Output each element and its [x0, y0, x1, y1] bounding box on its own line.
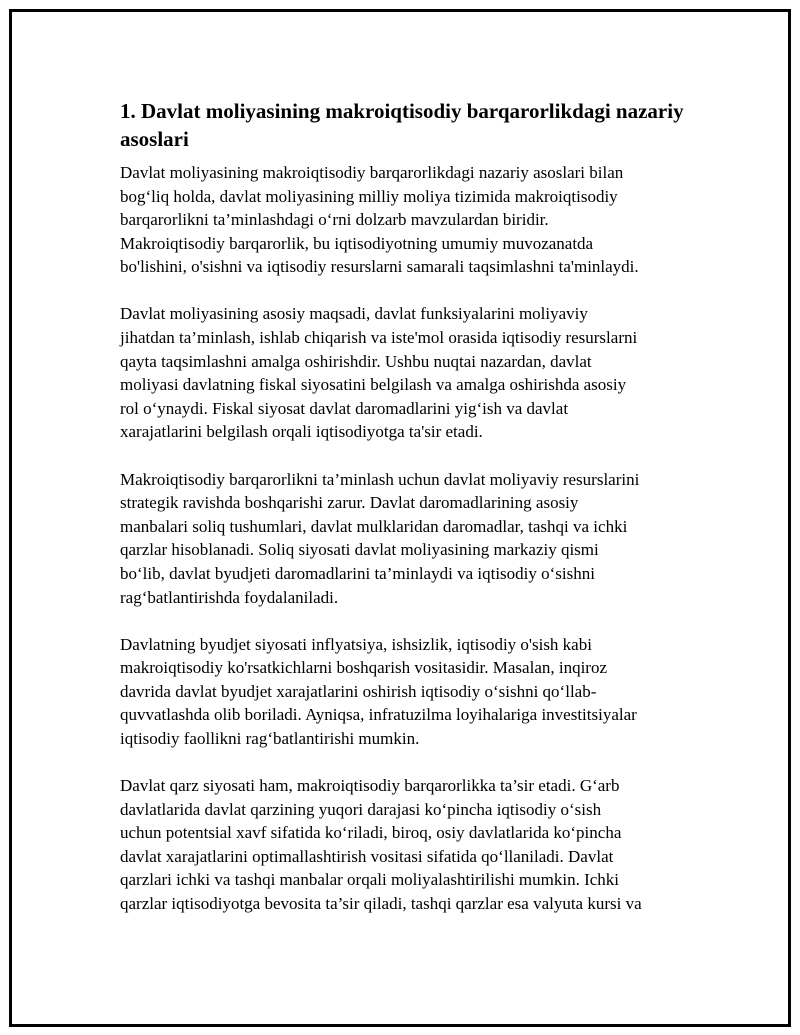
paragraph-line: Makroiqtisodiy barqarorlikni ta’minlash uchun davlat moliyaviy resurslarini — [120, 469, 640, 489]
paragraph-line: moliyasi davlatning fiskal siyosatini belgilash va amalga oshirishda asosiy — [120, 375, 627, 395]
paragraph-line: qarzlar iqtisodiyotga bevosita ta’sir qiladi, tashqi qarzlar esa valyuta kursi va — [120, 894, 642, 914]
paragraph-line: bo‘lib, davlat byudjeti daromadlarini ta’minlaydi va iqtisodiy o‘sishni — [120, 563, 595, 583]
paragraph-line: bo'lishini, o'sishni va iqtisodiy resurslarni samarali taqsimlashni ta'minlaydi. — [120, 257, 639, 277]
paragraph-line: xarajatlarini belgilash orqali iqtisodiyotga ta'sir etadi. — [120, 422, 483, 442]
document-body — [120, 97, 700, 939]
paragraph-line: manbalari soliq tushumlari, davlat mulklaridan daromadlar, tashqi va ichki — [120, 516, 628, 536]
paragraph-line: rol o‘ynaydi. Fiskal siyosat davlat daromadlarini yig‘ish va davlat — [120, 398, 569, 418]
section-title-line: 1. Davlat moliyasining makroiqtisodiy barqarorlikdagi nazariy — [120, 99, 684, 123]
paragraph-line: Davlat moliyasining makroiqtisodiy barqarorlikdagi nazariy asoslari bilan — [120, 163, 624, 182]
paragraph-line: bog‘liq holda, davlat moliyasining milliy moliya tizimida makroiqtisodiy — [120, 186, 618, 206]
paragraph-5 — [120, 774, 700, 916]
page-frame — [9, 9, 791, 1027]
paragraph-line: uchun potentsial xavf sifatida ko‘riladi, biroq, osiy davlatlarida ko‘pincha — [120, 823, 622, 843]
paragraph-1 — [120, 161, 700, 279]
paragraph-line: Davlatning byudjet siyosati inflyatsiya, ishsizlik, iqtisodiy o'sish kabi — [120, 634, 592, 654]
paragraph-line: quvvatlashda olib boriladi. Ayniqsa, infratuzilma loyihalariga investitsiyalar — [120, 705, 637, 725]
paragraph-line: barqarorlikni ta’minlashdagi o‘rni dolzarb mavzulardan biridir. — [120, 210, 549, 230]
paragraph-line: Davlat qarz siyosati ham, makroiqtisodiy barqarorlikka ta’sir etadi. G‘arb — [120, 776, 620, 796]
paragraph-2 — [120, 302, 700, 444]
paragraph-line: qarzlari ichki va tashqi manbalar orqali moliyalashtirilishi mumkin. Ichki — [120, 870, 620, 890]
paragraph-3 — [120, 468, 700, 610]
paragraph-line: jihatdan ta’minlash, ishlab chiqarish va iste'mol orasida iqtisodiy resurslarni — [120, 328, 638, 348]
paragraph-line: davrida davlat byudjet xarajatlarini oshirish iqtisodiy o‘sishni qo‘llab- — [120, 681, 597, 701]
section-title — [120, 97, 700, 153]
paragraph-line: strategik ravishda boshqarishi zarur. Davlat daromadlarining asosiy — [120, 493, 579, 513]
paragraph-line: makroiqtisodiy ko'rsatkichlarni boshqarish vositasidir. Masalan, inqiroz — [120, 658, 608, 678]
paragraph-4 — [120, 633, 700, 751]
section-title-line: asoslari — [120, 127, 189, 151]
paragraph-line: qayta taqsimlashni amalga oshirishdir. Ushbu nuqtai nazardan, davlat — [120, 351, 592, 371]
paragraph-line: davlat xarajatlarini optimallashtirish vositasi sifatida qo‘llaniladi. Davlat — [120, 846, 614, 866]
paragraph-line: qarzlar hisoblanadi. Soliq siyosati davlat moliyasining markaziy qismi — [120, 540, 599, 560]
paragraph-line: rag‘batlantirishda foydalaniladi. — [120, 587, 339, 607]
paragraph-line: Davlat moliyasining asosiy maqsadi, davlat funksiyalarini moliyaviy — [120, 304, 588, 324]
paragraph-line: davlatlarida davlat qarzining yuqori darajasi ko‘pincha iqtisodiy o‘sish — [120, 799, 602, 819]
paragraph-line: Makroiqtisodiy barqarorlik, bu iqtisodiyotning umumiy muvozanatda — [120, 233, 594, 253]
paragraph-line: iqtisodiy faollikni rag‘batlantirishi mumkin. — [120, 728, 420, 748]
